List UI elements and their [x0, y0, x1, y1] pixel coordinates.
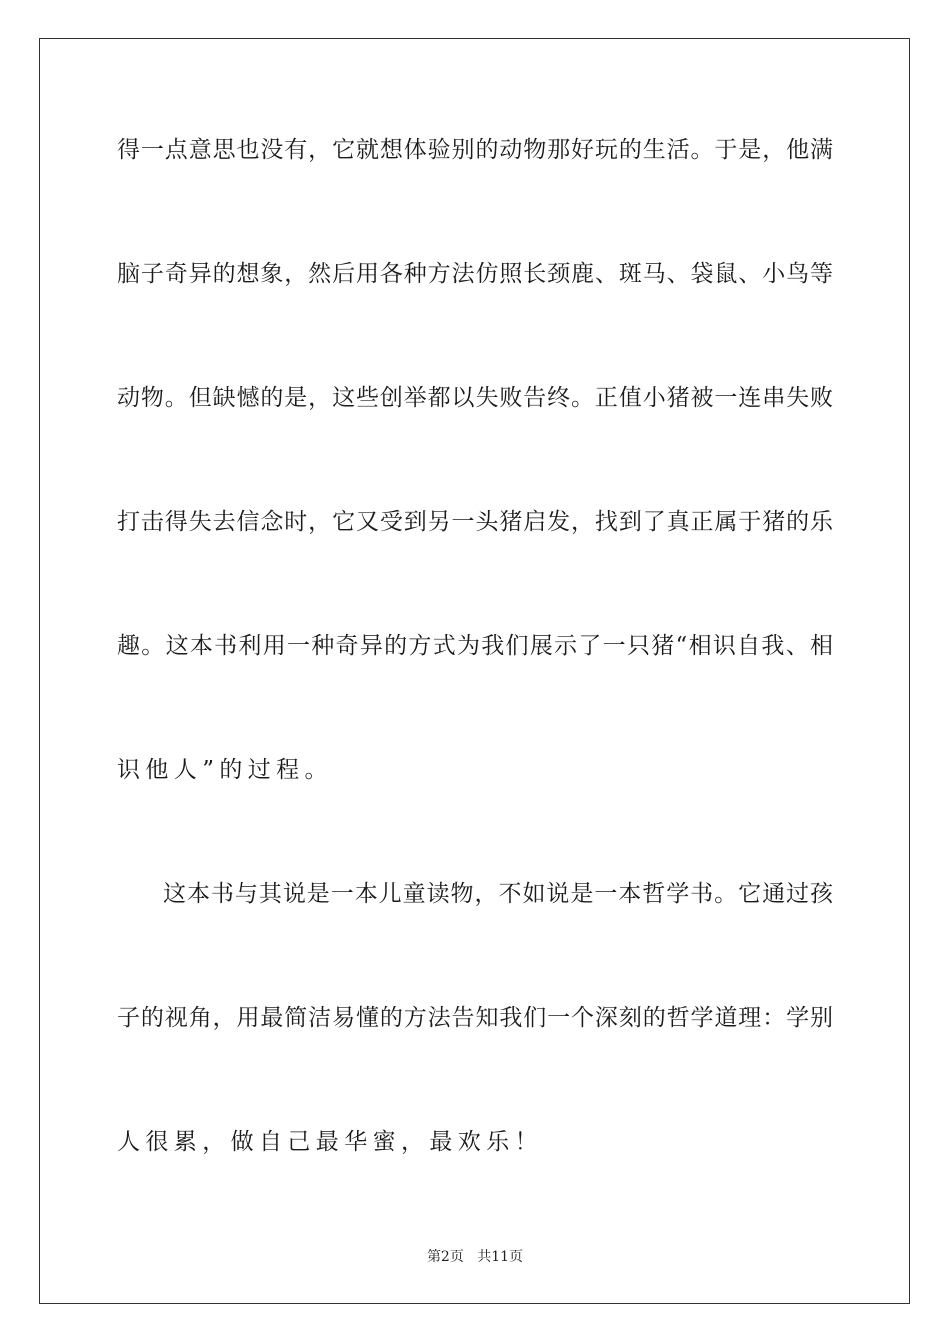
- paragraph-line: 子的视角，用最简洁易懂的方法告知我们一个深刻的哲学道理：学别: [117, 1005, 833, 1031]
- paragraph-line: 趣。这本书利用一种奇异的方式为我们展示了一只猪“相识自我、相: [117, 633, 833, 659]
- page-number: 第2页: [426, 1249, 464, 1265]
- paragraph-line: 动物。但缺憾的是，这些创举都以失败告终。正值小猪被一连串失败: [117, 385, 833, 411]
- page-footer: [0, 1246, 950, 1266]
- paragraph-line: 人很累，做自己最华蜜，最欢乐！: [117, 1129, 543, 1155]
- paragraph-line: 这本书与其说是一本儿童读物，不如说是一本哲学书。它通过孩: [163, 881, 833, 907]
- paragraph-line: 脑子奇异的想象，然后用各种方法仿照长颈鹿、斑马、袋鼠、小鸟等: [117, 261, 833, 287]
- paragraph-line: 打击得失去信念时，它又受到另一头猪启发，找到了真正属于猪的乐: [117, 509, 833, 535]
- page-total: 共11页: [477, 1249, 524, 1265]
- paragraph-line: 得一点意思也没有，它就想体验别的动物那好玩的生活。于是，他满: [117, 137, 833, 163]
- paragraph-line: 识他人”的过程。: [117, 757, 333, 783]
- document-body: [117, 122, 833, 1238]
